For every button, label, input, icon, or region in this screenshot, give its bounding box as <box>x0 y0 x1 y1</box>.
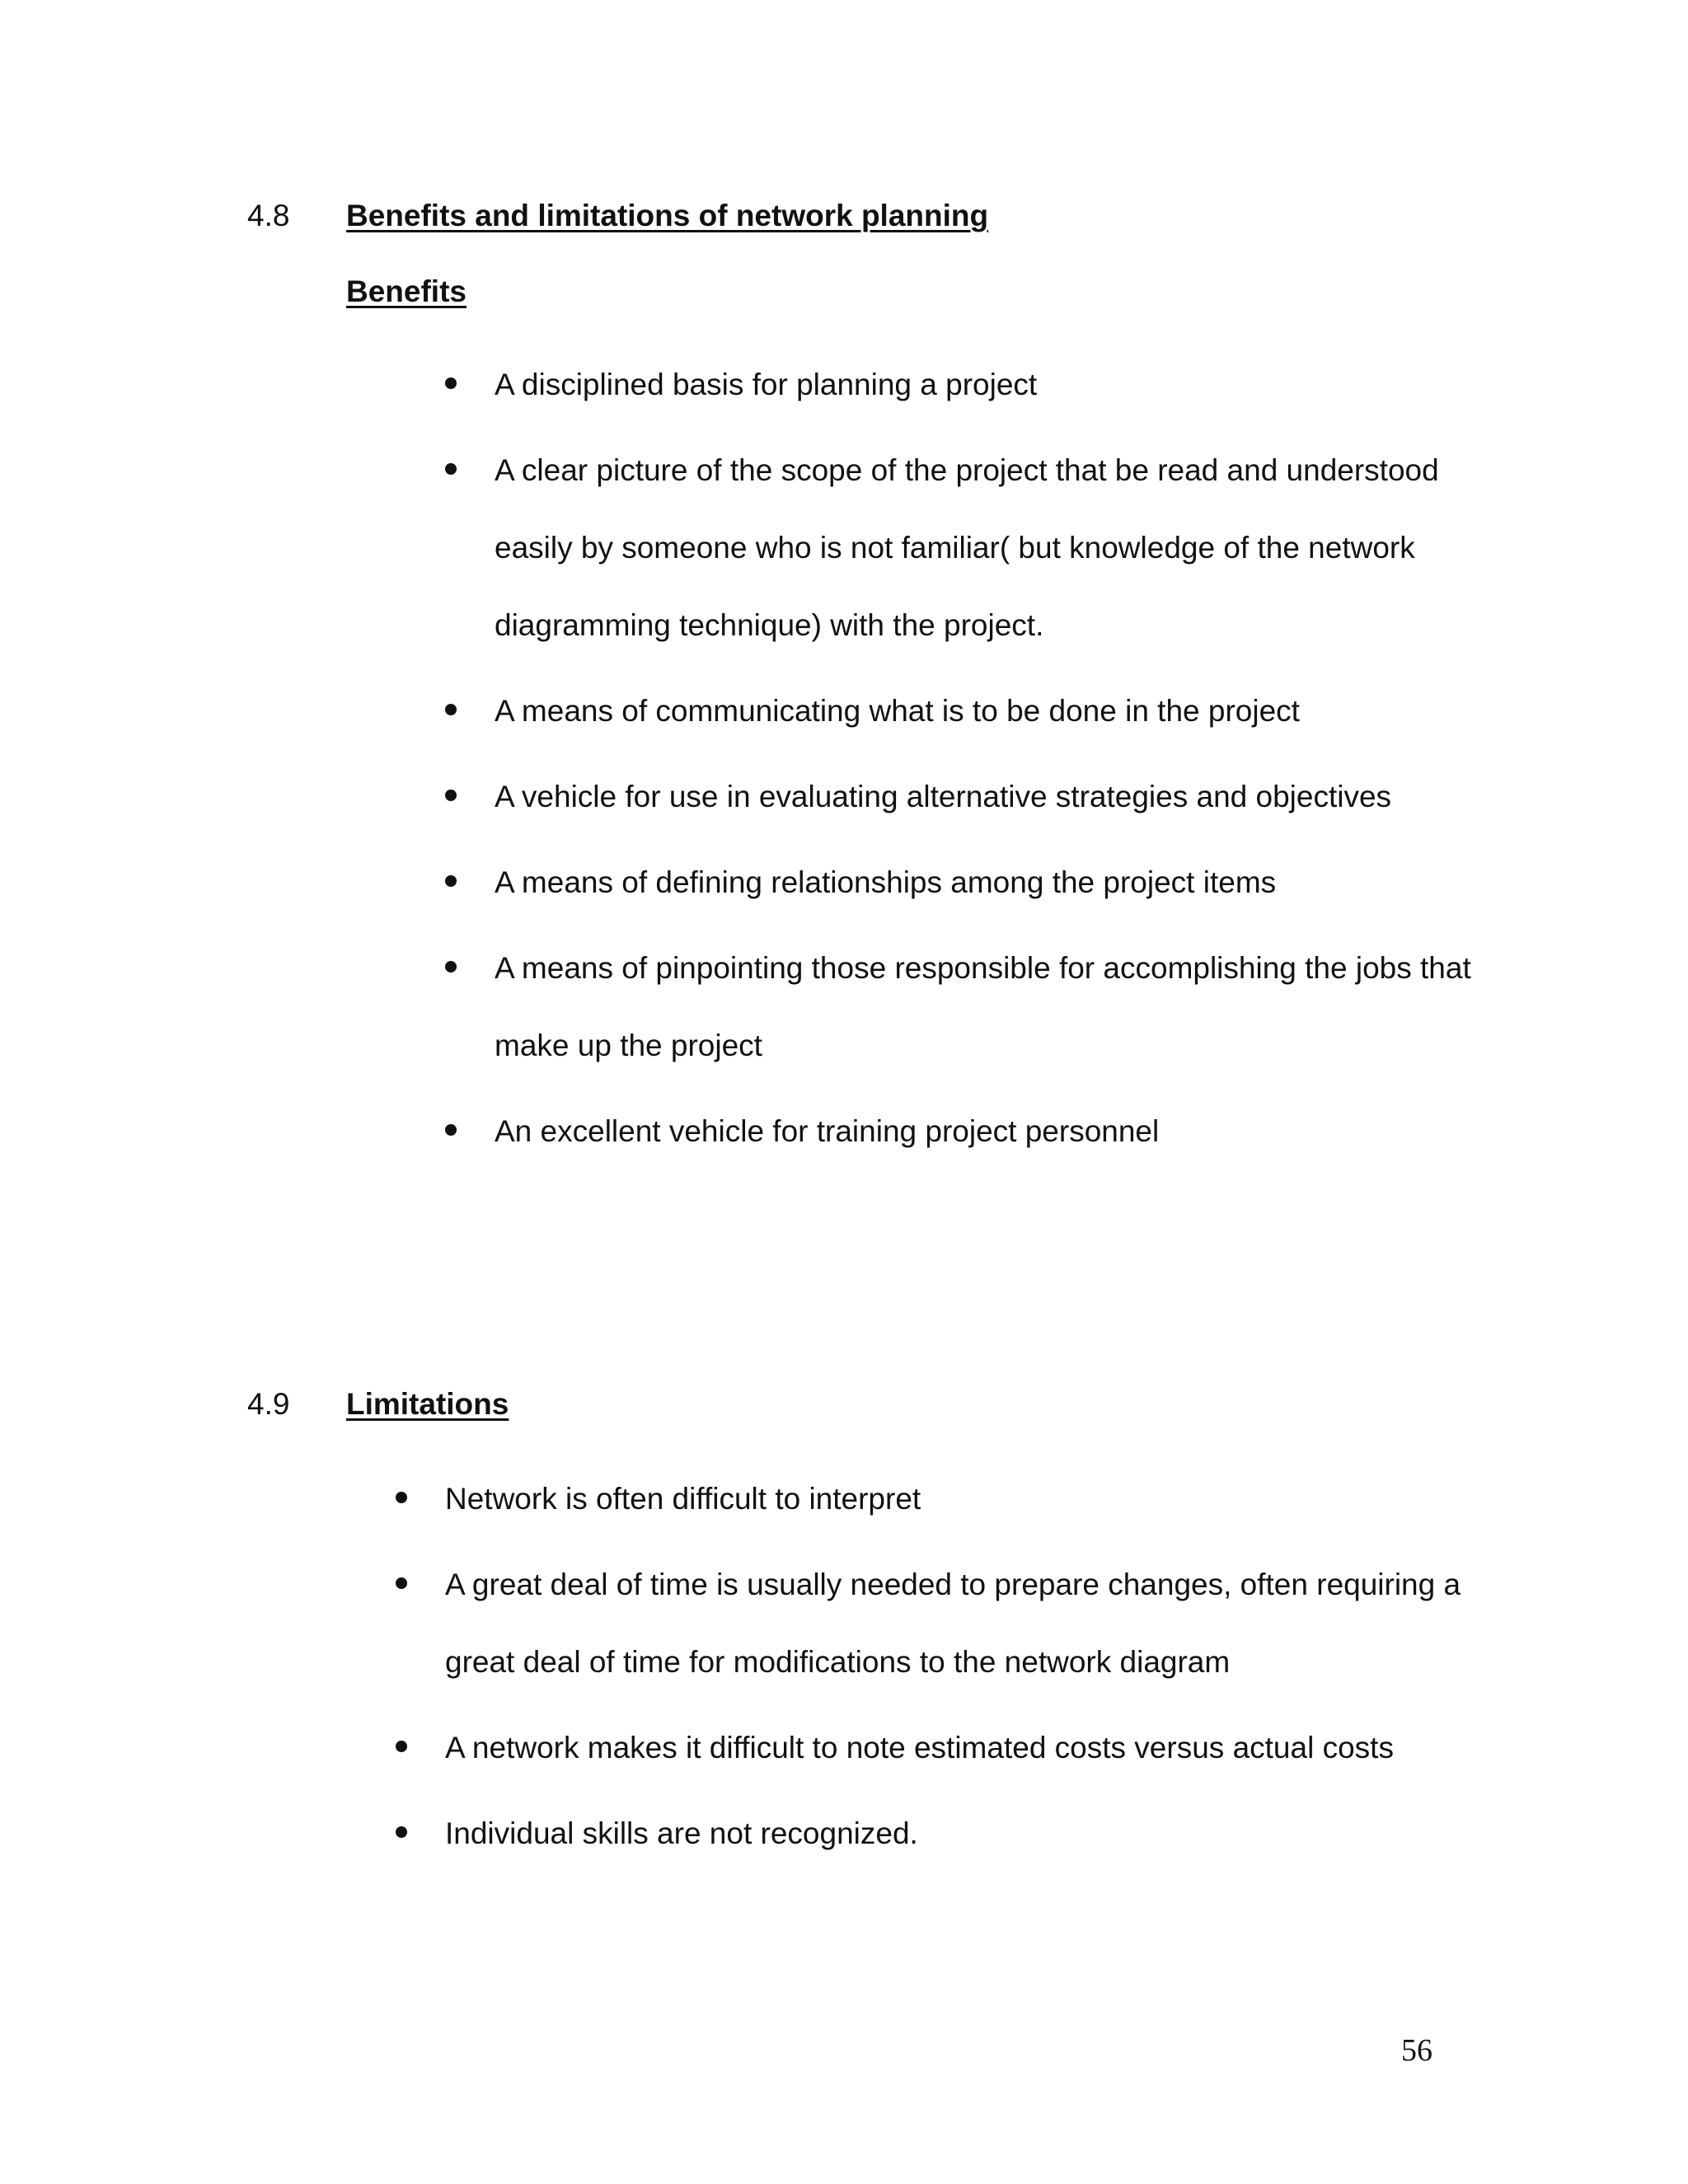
bullet-icon <box>445 463 457 475</box>
bullet-icon <box>445 961 457 972</box>
list-item <box>445 432 1484 664</box>
list-item-text: A means of defining relationships among the project items <box>495 865 1277 899</box>
list-item <box>396 1460 1484 1538</box>
bullet-icon <box>396 1492 407 1503</box>
list-item <box>396 1795 1484 1872</box>
bullet-icon <box>396 1741 407 1752</box>
limitations-list <box>396 1460 1484 1881</box>
section-title-benefits-limitations: Benefits and limitations of network planning <box>346 199 989 232</box>
section-number-4-9: 4.9 <box>247 1387 290 1421</box>
subheading-benefits: Benefits <box>346 274 467 308</box>
bullet-icon <box>396 1826 407 1838</box>
list-item <box>396 1709 1484 1787</box>
list-item <box>445 758 1484 836</box>
list-item-text: A means of communicating what is to be done in the project <box>495 694 1300 728</box>
page-number: 56 <box>1401 2033 1432 2068</box>
list-item-text: A great deal of time is usually needed to prepare changes, often requiring a great deal of time for modifications to the network diagram <box>445 1568 1461 1679</box>
list-item <box>396 1546 1484 1701</box>
bullet-icon <box>445 377 457 389</box>
list-item-text: A means of pinpointing those responsible for accomplishing the jobs that make up the project <box>495 951 1471 1062</box>
list-item-text: A vehicle for use in evaluating alternative strategies and objectives <box>495 780 1392 813</box>
list-item <box>445 844 1484 921</box>
list-item <box>445 346 1484 424</box>
benefits-list <box>445 346 1484 1179</box>
bullet-icon <box>445 875 457 887</box>
list-item-text: Individual skills are not recognized. <box>445 1816 918 1850</box>
list-item-text: Network is often difficult to interpret <box>445 1482 921 1516</box>
list-item-text: A disciplined basis for planning a project <box>495 368 1038 401</box>
list-item <box>445 930 1484 1085</box>
list-item-text: An excellent vehicle for training project personnel <box>495 1114 1160 1148</box>
bullet-icon <box>445 790 457 801</box>
bullet-icon <box>445 1124 457 1136</box>
list-item-text: A network makes it difficult to note estimated costs versus actual costs <box>445 1731 1394 1765</box>
section-number-4-8: 4.8 <box>247 199 290 232</box>
list-item <box>445 673 1484 750</box>
bullet-icon <box>445 704 457 715</box>
bullet-icon <box>396 1577 407 1589</box>
list-item-text: A clear picture of the scope of the project that be read and understood easily by someone who is not familiar( but knowledge of the network diagramming technique) with the project. <box>495 453 1439 642</box>
section-title-limitations: Limitations <box>346 1387 509 1421</box>
list-item <box>445 1093 1484 1170</box>
